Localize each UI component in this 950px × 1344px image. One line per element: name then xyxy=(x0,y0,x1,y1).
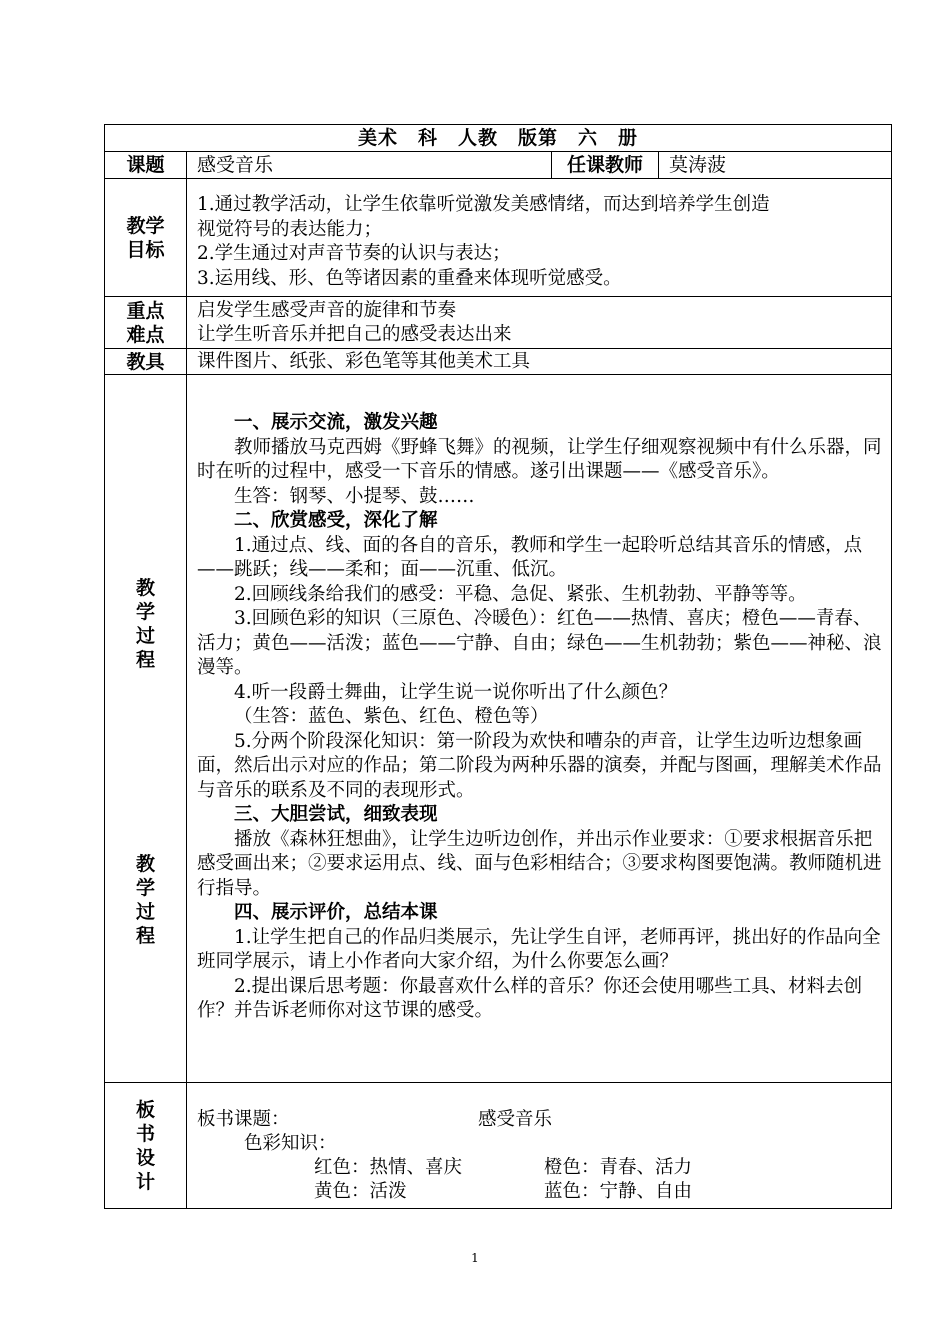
subject-header: 美术 科 人教 版第 六 册 xyxy=(105,125,892,152)
section-4-heading: 四、展示评价，总结本课 xyxy=(234,902,438,923)
board-color-line xyxy=(197,1129,891,1153)
goals-row xyxy=(105,179,892,297)
paragraph: 4.听一段爵士舞曲，让学生说一说你听出了什么颜色？ xyxy=(234,681,678,703)
section-3-heading: 三、大胆尝试，细致表现 xyxy=(234,804,438,825)
goal-line-1: 1.通过教学活动，让学生依靠听觉激发美感情绪，而达到培养学生创造 xyxy=(197,194,770,215)
goal-line-2: 视觉符号的表达能力； xyxy=(197,218,383,240)
board-yellow-blue-line xyxy=(197,1177,891,1201)
board-blue: 蓝色：宁静、自由 xyxy=(544,1181,693,1202)
topic-row xyxy=(105,152,892,179)
topic-label: 课题 xyxy=(105,152,187,179)
paragraph: 3.回顾色彩的知识（三原色、冷暖色）：红色——热情、喜庆；橙色——青春、活力；黄色——活泼；蓝色——宁静、自由；绿色——生机勃勃；紫色——神秘、浪漫等。 xyxy=(197,608,882,678)
board-content xyxy=(187,1083,892,1209)
section-2-heading: 二、欣赏感受，深化了解 xyxy=(234,510,438,531)
paragraph: 2.回顾线条给我们的感受：平稳、急促、紧张、生机勃勃、平静等等。 xyxy=(234,583,807,605)
board-label: 板 书 设 计 xyxy=(105,1083,187,1209)
paragraph: 播放《森林狂想曲》，让学生边听边创作，并出示作业要求：①要求根据音乐把感受画出来；②要求运用点、线、面与色彩相结合；③要求构图要饱满。教师随机进行指导。 xyxy=(197,828,882,899)
teacher-label: 任课教师 xyxy=(552,152,659,179)
paragraph: 1.通过点、线、面的各自的音乐，教师和学生一起聆听总结其音乐的情感，点——跳跃；线——柔和；面——沉重、低沉。 xyxy=(197,534,863,580)
paragraph: 教师播放马克西姆《野蜂飞舞》的视频，让学生仔细观察视频中有什么乐器，同时在听的过程中，感受一下音乐的情感。遂引出课题——《感受音乐》。 xyxy=(197,436,882,482)
board-yellow: 黄色：活泼 xyxy=(314,1181,407,1202)
paragraph: 5.分两个阶段深化知识：第一阶段为欢快和嘈杂的声音，让学生边听边想象画面，然后出示对应的作品；第二阶段为两种乐器的演奏，并配与图画，理解美术作品与音乐的联系及不同的表现形式。 xyxy=(197,730,882,801)
board-color-label: 色彩知识： xyxy=(244,1133,337,1154)
board-title-label: 板书课题： xyxy=(197,1109,290,1130)
keypoints-content xyxy=(187,297,892,349)
tools-row xyxy=(105,349,892,375)
process-content xyxy=(187,375,892,1083)
page-number: 1 xyxy=(471,1251,479,1265)
process-label-cell xyxy=(105,375,187,1083)
board-title: 感受音乐 xyxy=(478,1109,553,1130)
board-orange: 橙色：青春、活力 xyxy=(544,1157,693,1178)
tools-value: 课件图片、纸张、彩色笔等其他美术工具 xyxy=(187,349,892,375)
section-1-heading: 一、展示交流，激发兴趣 xyxy=(234,412,438,433)
board-row xyxy=(105,1083,892,1209)
keypoint-line-1: 启发学生感受声音的旋律和节奏 xyxy=(197,300,457,321)
goal-line-4: 3.运用线、形、色等诸因素的重叠来体现听觉感受。 xyxy=(197,267,622,289)
process-row xyxy=(105,375,892,1083)
paragraph: 2.提出课后思考题：你最喜欢什么样的音乐？你还会使用哪些工具、材料去创作？并告诉老师你对这节课的感受。 xyxy=(197,975,863,1021)
goals-content xyxy=(187,179,892,297)
goal-line-3: 2.学生通过对声音节奏的认识与表达； xyxy=(197,243,511,264)
lesson-plan-table xyxy=(104,124,892,1209)
board-red: 红色：热情、喜庆 xyxy=(314,1157,463,1178)
paragraph: （生答：蓝色、紫色、红色、橙色等） xyxy=(234,706,549,727)
paragraph: 生答：钢琴、小提琴、鼓…… xyxy=(234,485,475,507)
process-label-2: 教 学 过 程 xyxy=(135,853,155,947)
keypoints-label: 重点 难点 xyxy=(105,297,187,349)
keypoint-line-2: 让学生听音乐并把自己的感受表达出来 xyxy=(197,324,512,345)
process-label-1: 教 学 过 程 xyxy=(135,577,155,671)
board-red-orange-line xyxy=(197,1153,891,1177)
board-title-line xyxy=(197,1105,891,1129)
paragraph: 1.让学生把自己的作品归类展示，先让学生自评，老师再评，挑出好的作品向全班同学展示，请上小作者向大家介绍，为什么你要怎么画？ xyxy=(197,926,881,972)
tools-label: 教具 xyxy=(105,349,187,375)
goals-label: 教学 目标 xyxy=(105,179,187,297)
keypoints-row xyxy=(105,297,892,349)
topic-value: 感受音乐 xyxy=(187,152,552,179)
header-row xyxy=(105,125,892,152)
teacher-name: 莫涛菠 xyxy=(659,152,892,179)
